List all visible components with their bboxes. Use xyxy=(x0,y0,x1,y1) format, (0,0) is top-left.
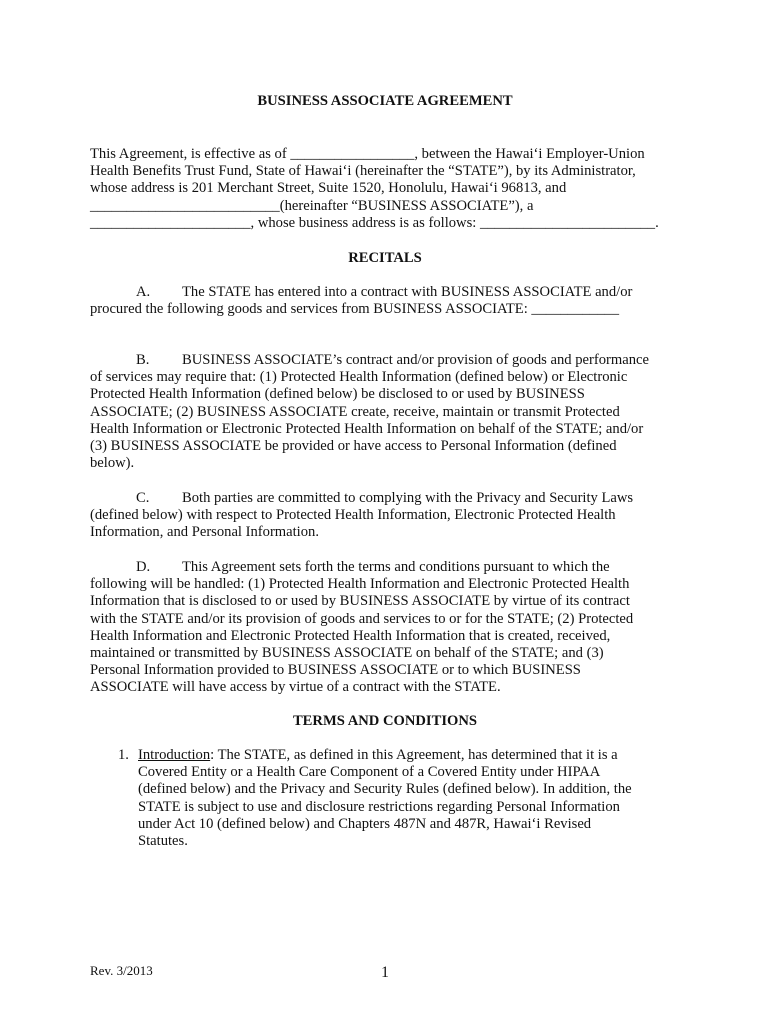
intro-line: Health Benefits Trust Fund, State of Hawai‘i (hereinafter the “STATE”), by its Administrator, xyxy=(90,163,636,180)
recital-text: Both parties are committed to complying with the Privacy and Security Laws xyxy=(182,490,634,506)
recital-line: Information that is disclosed to or used by BUSINESS ASSOCIATE by virtue of its contract xyxy=(90,593,630,610)
recitals-heading: RECITALS xyxy=(348,250,422,266)
recital-text: This Agreement sets forth the terms and conditions pursuant to which the xyxy=(182,559,610,575)
term-line: Covered Entity or a Health Care Component of a Covered Entity under HIPAA xyxy=(138,764,601,781)
recital-line: Information, and Personal Information. xyxy=(90,524,319,541)
recital-line: of services may require that: (1) Protected Health Information (defined below) or Electronic xyxy=(90,369,628,386)
terms-heading: TERMS AND CONDITIONS xyxy=(292,713,478,729)
term-line: under Act 10 (defined below) and Chapters 487N and 487R, Hawai‘i Revised xyxy=(138,815,592,832)
term-number: 1. xyxy=(118,747,129,763)
recital-letter: A. xyxy=(136,284,151,300)
intro-line: __________________________(hereinafter “BUSINESS ASSOCIATE”), a xyxy=(90,197,534,214)
recital-line xyxy=(90,559,686,576)
recital-line: Health Information or Electronic Protected Health Information on behalf of the STATE; and/or xyxy=(90,420,644,437)
recital-line: procured the following goods and services from BUSINESS ASSOCIATE: ____________ xyxy=(90,301,619,318)
recital-line: Protected Health Information (defined below) be disclosed to or used by BUSINESS xyxy=(90,386,585,403)
recital-line: (3) BUSINESS ASSOCIATE be provided or have access to Personal Information (defined xyxy=(90,438,617,455)
term-line: Statutes. xyxy=(138,833,188,850)
recital-letter: B. xyxy=(136,352,150,368)
term-introduction xyxy=(118,747,678,850)
recital-line: following will be handled: (1) Protected Health Information and Electronic Protected Health xyxy=(90,576,630,593)
intro-line: whose address is 201 Merchant Street, Suite 1520, Honolulu, Hawai‘i 96813, and xyxy=(90,180,567,197)
recital-text: The STATE has entered into a contract with BUSINESS ASSOCIATE and/or xyxy=(182,284,633,300)
recital-line: ASSOCIATE; (2) BUSINESS ASSOCIATE create, receive, maintain or transmit Protected xyxy=(90,403,620,420)
recital-line: Personal Information provided to BUSINESS ASSOCIATE or to which BUSINESS xyxy=(90,662,581,679)
recital-b xyxy=(90,352,686,472)
intro-line: This Agreement, is effective as of _________________, between the Hawai‘i Employer-Union xyxy=(90,146,645,162)
recital-line: Health Information and Electronic Protected Health Information that is created, received, xyxy=(90,627,611,644)
recital-line xyxy=(90,490,686,507)
recital-c xyxy=(90,490,686,542)
intro-paragraph xyxy=(90,146,686,232)
recital-line: below). xyxy=(90,455,135,472)
term-line xyxy=(138,747,678,764)
recital-letter: D. xyxy=(136,559,151,575)
recital-line: ASSOCIATE will have access by virtue of a contract with the STATE. xyxy=(90,679,501,696)
term-text: : The STATE, as defined in this Agreement, has determined that it is a xyxy=(210,747,618,763)
recital-line: maintained or transmitted by BUSINESS ASSOCIATE on behalf of the STATE; and (3) xyxy=(90,645,604,662)
recital-letter: C. xyxy=(136,490,150,506)
recital-d xyxy=(90,559,686,697)
recital-line xyxy=(90,352,686,369)
recital-line xyxy=(90,284,686,301)
term-line: STATE is subject to use and disclosure restrictions regarding Personal Information xyxy=(138,798,620,815)
recital-text: BUSINESS ASSOCIATE’s contract and/or provision of goods and performance xyxy=(182,352,649,368)
recital-line: (defined below) with respect to Protected Health Information, Electronic Protected Health xyxy=(90,507,616,524)
revision-label: Rev. 3/2013 xyxy=(90,963,153,978)
intro-line: ______________________, whose business address is as follows: ________________________. xyxy=(90,214,659,231)
recital-line: with the STATE and/or its provision of goods and services to or for the STATE; (2) Protected xyxy=(90,610,634,627)
document-title: BUSINESS ASSOCIATE AGREEMENT xyxy=(257,93,513,109)
term-heading: Introduction xyxy=(138,747,211,763)
term-line: (defined below) and the Privacy and Security Rules (defined below). In addition, the xyxy=(138,781,632,798)
page-number: 1 xyxy=(381,964,389,981)
recital-a xyxy=(90,284,686,318)
